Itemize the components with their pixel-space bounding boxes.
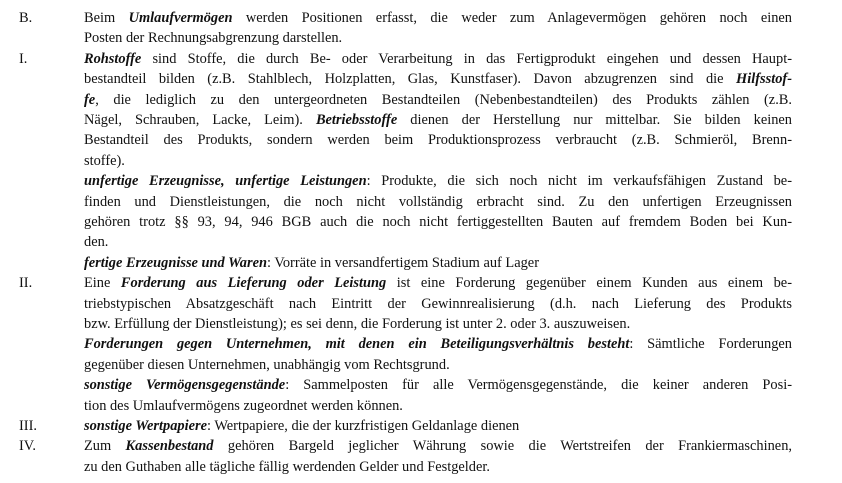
text-run: bestandteil bilden (z.B. Stahlblech, Holzplatten, Glas, Kunstfaser). Davon abzugrenzen sind die	[84, 71, 737, 88]
text-run: ist eine Forderung gegenüber einem Kunden aus einem be-	[386, 275, 792, 292]
text-line	[84, 212, 792, 232]
section-body	[84, 49, 792, 273]
text-line	[84, 396, 792, 416]
text-line	[84, 151, 792, 171]
emphasized-term: Kassenbestand	[125, 438, 214, 455]
text-run: zu den Guthaben alle tägliche fällig werdenden Gelder und Festgelder.	[84, 458, 490, 475]
text-run: dienen der Herstellung nur mittelbar. Sie bilden keinen	[397, 112, 792, 129]
text-line	[84, 334, 792, 354]
emphasized-term: Umlaufvermögen	[128, 10, 233, 26]
paragraph	[84, 375, 792, 416]
section-body	[84, 436, 792, 477]
emphasized-term: sonstige Vermögensgegenstände	[84, 377, 286, 394]
text-line	[84, 355, 792, 375]
paragraph	[84, 171, 792, 253]
text-run: gegenüber diesen Unternehmen, unabhängig vom Rechtsgrund.	[84, 356, 450, 373]
text-run: den.	[84, 234, 109, 251]
text-run: Zum	[84, 438, 126, 455]
emphasized-term: fe	[84, 91, 96, 108]
text-line	[84, 436, 792, 456]
text-run: finden und Dienstleistungen, die noch nicht vollständig erbracht sind. Zu den unfertigen Erzeugnissen	[84, 193, 792, 210]
text-line	[84, 253, 792, 273]
section-marker: B.	[19, 10, 33, 26]
emphasized-term: Hilfsstof-	[736, 71, 792, 88]
text-run: Nägel, Schrauben, Lacke, Leim).	[84, 112, 316, 129]
paragraph	[84, 253, 792, 273]
text-run: Bestandteil des Produkts, sondern werden beim Produktionsprozess verbraucht (z.B. Schmieröl, Brenn-	[84, 132, 792, 149]
text-run: bzw. Erfüllung der Dienstleistung); es sei denn, die Forderung ist unter 2. oder 3. auszuweisen.	[84, 316, 631, 332]
paragraph	[84, 273, 792, 334]
paragraph	[84, 49, 792, 171]
text-run: werden Positionen erfasst, die weder zum Anlagevermögen gehören noch einen	[232, 10, 793, 26]
text-run: , die lediglich zu den untergeordneten Bestandteilen (Nebenbestandteilen) des Produkts zählen (z.B.	[95, 91, 792, 108]
text-line	[84, 49, 792, 69]
emphasized-term: Rohstoffe	[84, 50, 142, 67]
text-run: Posten der Rechnungsabgrenzung darstellen.	[84, 30, 343, 47]
section-body	[84, 273, 792, 416]
text-run: gehören trotz §§ 93, 94, 946 BGB auch die noch nicht fertiggestellten Bauten auf fremdem Boden bei Kun-	[84, 214, 792, 231]
text-run: triebstypischen Absatzgeschäft nach Eintritt der Gewinnrealisierung (d.h. nach Lieferung des Produkts	[84, 295, 792, 312]
paragraph	[84, 334, 792, 375]
text-line	[84, 130, 792, 150]
text-run: : Wertpapiere, die der kurzfristigen Geldanlage dienen	[207, 418, 520, 434]
section-marker: I.	[19, 50, 28, 67]
text-line	[84, 8, 792, 28]
text-run: sind Stoffe, die durch Be- oder Verarbeitung in das Fertigprodukt eingehen und dessen Haupt-	[141, 50, 792, 67]
emphasized-term: sonstige Wertpapiere	[84, 418, 207, 434]
paragraph	[84, 416, 792, 436]
emphasized-term: Forderungen gegen Unternehmen, mit denen ein Beteiligungsverhältnis besteht	[84, 336, 630, 353]
text-line	[84, 90, 792, 110]
text-line	[84, 457, 792, 477]
emphasized-term: fertige Erzeugnisse und Waren	[84, 254, 267, 271]
section-marker: III.	[19, 418, 37, 434]
paragraph	[84, 8, 792, 49]
text-line	[84, 171, 792, 191]
text-run: : Sämtliche Forderungen	[629, 336, 793, 353]
text-line	[84, 69, 792, 89]
text-line	[84, 232, 792, 252]
text-run: gehören Bargeld jeglicher Währung sowie die Wertstreifen der Frankiermaschinen,	[213, 438, 792, 455]
text-line	[84, 314, 792, 334]
section-body	[84, 416, 792, 436]
section-body	[84, 8, 792, 49]
text-line	[84, 416, 792, 436]
text-run: Eine	[84, 275, 121, 292]
text-run: : Sammelposten für alle Vermögensgegenstände, die keiner anderen Posi-	[285, 377, 792, 394]
text-line	[84, 273, 792, 293]
text-run: : Vorräte in versandfertigem Stadium auf Lager	[266, 254, 539, 271]
text-line	[84, 110, 792, 130]
text-run: Beim	[84, 10, 129, 26]
emphasized-term: unfertige Erzeugnisse, unfertige Leistungen	[84, 173, 367, 190]
text-run: tion des Umlaufvermögens zugeordnet werden können.	[84, 397, 403, 414]
text-run: : Produkte, die sich noch nicht im verkaufsfähigen Zustand be-	[366, 173, 792, 190]
text-run: stoffe).	[84, 152, 125, 169]
paragraph	[84, 436, 792, 477]
section-marker: IV.	[19, 438, 36, 455]
text-line	[84, 294, 792, 314]
text-line	[84, 192, 792, 212]
emphasized-term: Forderung aus Lieferung oder Leistung	[120, 275, 387, 292]
section-marker: II.	[19, 275, 33, 292]
text-line	[84, 375, 792, 395]
text-line	[84, 28, 792, 48]
emphasized-term: Betriebsstoffe	[315, 112, 398, 129]
